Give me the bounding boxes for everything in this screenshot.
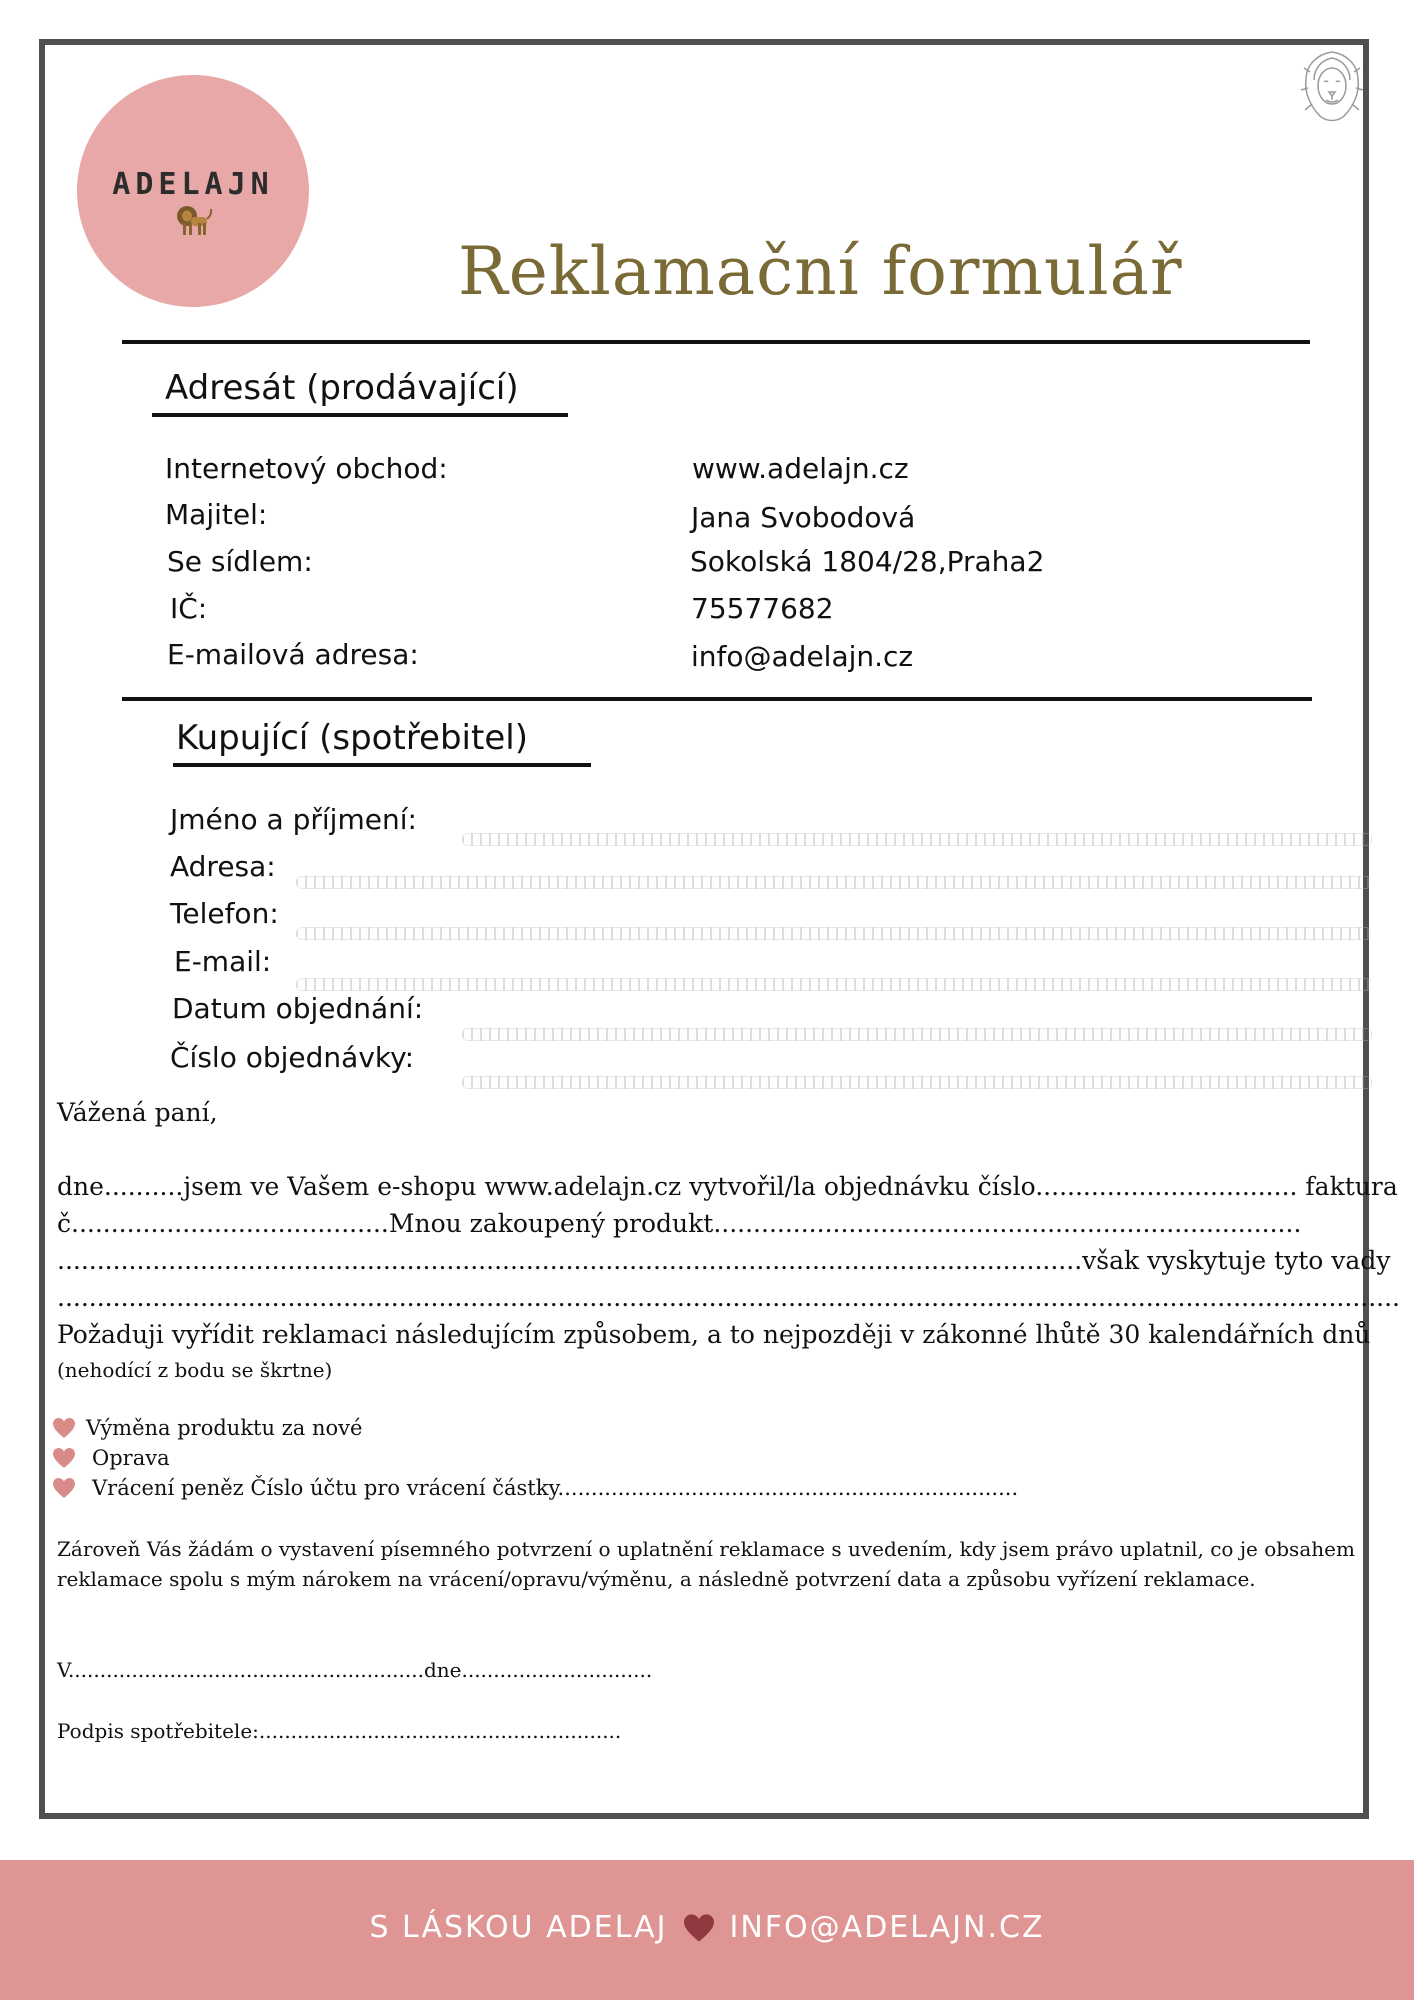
- brand-logo: [77, 75, 309, 307]
- seller-heading: Adresát (prodávající): [165, 368, 519, 408]
- divider: [122, 340, 1310, 344]
- seller-label: Se sídlem:: [167, 545, 313, 578]
- letter-line: .........................................................................................................................................................................: [57, 1283, 1401, 1312]
- heading-underline: [173, 763, 591, 767]
- buyer-label: Jméno a příjmení:: [170, 803, 417, 836]
- greeting: Vážená paní,: [57, 1098, 218, 1127]
- option-repair[interactable]: [52, 1446, 170, 1470]
- closing-text: Zároveň Vás žádám o vystavení písemného potvrzení o uplatnění reklamace s uvedením, kdy jsem právo uplatnil, co je obsahem: [57, 1537, 1355, 1561]
- seller-label: Majitel:: [165, 498, 268, 531]
- option-label: Oprava: [92, 1446, 170, 1470]
- letter-line: č........................................Mnou zakoupený produkt..........................................................................: [57, 1209, 1302, 1238]
- option-label: Výměna produktu za nové: [86, 1416, 363, 1440]
- footer-text: [0, 1910, 1414, 1945]
- buyer-label: E-mail:: [174, 945, 272, 978]
- option-refund[interactable]: [52, 1476, 1018, 1500]
- order-date-field[interactable]: [462, 1028, 1372, 1041]
- seller-label: E-mailová adresa:: [167, 638, 419, 671]
- seller-value: info@adelajn.cz: [691, 640, 914, 673]
- logo-text: ADELAJN: [112, 167, 274, 202]
- phone-field[interactable]: [296, 927, 1372, 940]
- heart-icon: [52, 1417, 76, 1439]
- heart-icon: [52, 1477, 76, 1499]
- place-date-line[interactable]: V........................................................dne..............................: [57, 1658, 653, 1682]
- divider: [122, 697, 1312, 701]
- footer-slogan: S LÁSKOU ADELAJ: [369, 1910, 668, 1945]
- order-number-field[interactable]: [462, 1076, 1372, 1089]
- seller-value: Sokolská 1804/28,Praha2: [690, 545, 1045, 578]
- buyer-label: Telefon:: [170, 897, 279, 930]
- heading-underline: [152, 413, 568, 417]
- seller-label: IČ:: [170, 592, 208, 625]
- address-field[interactable]: [296, 876, 1372, 889]
- option-label: Vrácení peněz Číslo účtu pro vrácení částky.....................................................................: [92, 1476, 1019, 1500]
- seller-value: Jana Svobodová: [691, 501, 916, 534]
- seller-label: Internetový obchod:: [165, 452, 448, 485]
- email-field[interactable]: [296, 978, 1372, 991]
- buyer-heading: Kupující (spotřebitel): [176, 718, 528, 758]
- footer-email[interactable]: INFO@ADELAJN.CZ: [729, 1910, 1045, 1945]
- request-note: (nehodící z bodu se škrtne): [57, 1358, 333, 1382]
- buyer-label: Adresa:: [170, 850, 276, 883]
- option-replacement[interactable]: [52, 1416, 362, 1440]
- lion-icon: [1296, 48, 1368, 128]
- seller-value: 75577682: [691, 592, 834, 625]
- letter-line: .................................................................................................................................však vyskytuje tyto vady: [57, 1246, 1391, 1275]
- seller-value: www.adelajn.cz: [692, 452, 909, 485]
- heart-icon: [682, 1913, 716, 1943]
- signature-line[interactable]: Podpis spotřebitele:.........................................................: [57, 1719, 622, 1743]
- heart-icon: [52, 1447, 76, 1469]
- lion-icon: [173, 203, 213, 237]
- buyer-label: Číslo objednávky:: [170, 1041, 415, 1074]
- letter-line: dne..........jsem ve Vašem e-shopu www.adelajn.cz vytvořil/la objednávku číslo................................. faktura: [57, 1172, 1398, 1201]
- closing-text: reklamace spolu s mým nárokem na vrácení/opravu/výměnu, a následně potvrzení data a způsobu vyřízení reklamace.: [57, 1567, 1256, 1591]
- footer-bar: [0, 1860, 1414, 2000]
- request-text: Požaduji vyřídit reklamaci následujícím způsobem, a to nejpozději v zákonné lhůtě 30 kalendářních dnů: [57, 1320, 1371, 1349]
- page-title: Reklamační formulář: [458, 233, 1183, 310]
- buyer-label: Datum objednání:: [172, 992, 424, 1025]
- name-field[interactable]: [462, 833, 1372, 846]
